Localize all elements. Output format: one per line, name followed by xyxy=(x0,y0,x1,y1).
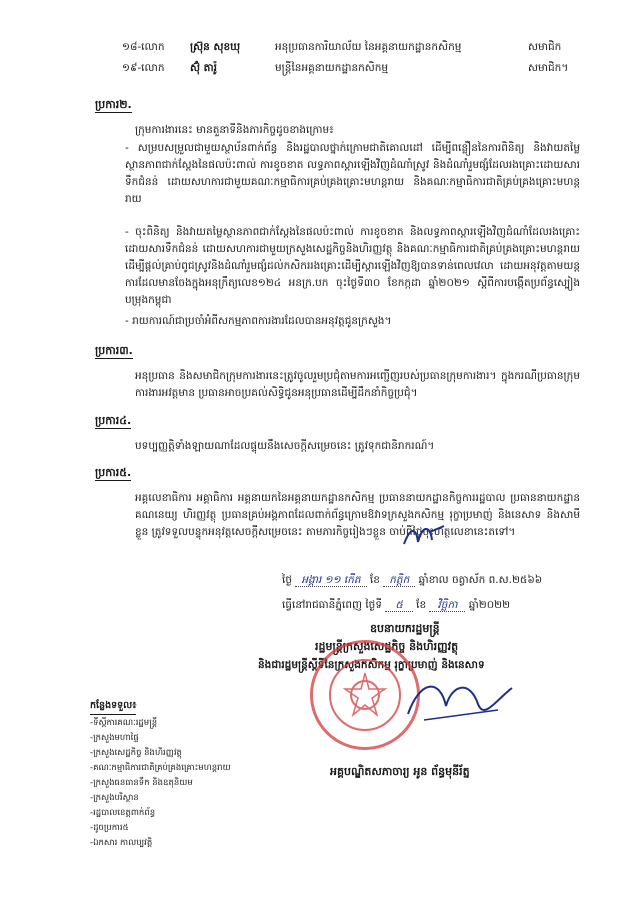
article-3-text: អនុប្រធាន និងសមាជិកក្រុមការងារនេះត្រូវចូលរួមប្រជុំតាមការអញ្ជើញរបស់ប្រធានក្រុមការងារ។ ក្នុងករណីប្រធានក្រុមការងារអវត្តមាន ប្រធានអាចប្រគល់សិទ្ធិជូនអនុប្រធានដើម្បីដឹកនាំកិច្ចប្រជុំ។ xyxy=(135,370,580,399)
solar-month-handwritten: វិច្ឆិកា xyxy=(429,599,465,612)
article-2-bullet: - សម្របសម្រួលជាមួយស្ថាប័នពាក់ព័ន្ធ និងរដ្ឋបាលថ្នាក់ក្រោមជាតិគោលដៅ ដើម្បីពន្លឿននៃការពិនិត្យ និងវាយតម្លៃស្ថានភាពជាក់ស្តែងនៃផលប៉ះពាល់ ការខូចខាត លទ្ធភាពស្តារឡើងវិញដំណាំស្រូវ និងដំណាំរួមផ្សំដែលរងគ្រោះដោយសារទឹកជំនន់ ដោយសហការជាមួយគណៈកម្មាធិការគ្រប់គ្រងគ្រោះមហន្តរាយ និងគណៈកម្មាធិការជាតិគ្រប់គ្រងគ្រោះមហន្តរាយ xyxy=(125,142,580,205)
signatory-ministry: រដ្ឋមន្ត្រីក្រសួងសេដ្ឋកិច្ច និងហិរញ្ញវត្ថុ xyxy=(315,640,459,653)
recipient-item: -ទីស្តីការគណៈរដ្ឋមន្ត្រី xyxy=(90,718,158,728)
article-5-heading: ប្រការ៥. xyxy=(95,466,132,479)
member-role: មន្ត្រីនៃអគ្គនាយកដ្ឋានកសិកម្ម xyxy=(275,62,389,74)
article-4-heading: ប្រការ៤. xyxy=(95,414,132,427)
article-3-heading: ប្រការ៣. xyxy=(95,344,133,357)
article-2-bullet: - ចុះពិនិត្យ និងវាយតម្លៃស្ថានភាពជាក់ស្តែងនៃផលប៉ះពាល់ ការខូចខាត និងលទ្ធភាពស្តារឡើងវិញដំណាំដែលរងគ្រោះដោយសារទឹកជំនន់ ដោយសហការជាមួយក្រសួងសេដ្ឋកិច្ចនិងហិរញ្ញវត្ថុ និងគណៈកម្មាធិការជាតិគ្រប់គ្រងគ្រោះមហន្តរាយ ដើម្បីផ្តល់គ្រាប់ពូជស្រូវនិងដំណាំរួមផ្សំដល់កសិកររងគ្រោះដើម្បីស្តារឡើងវិញឱ្យបានទាន់ពេលវេលា ដោយអនុវត្តតាមយន្តការដែលមានចែងក្នុងអនុក្រឹត្យលេខ១២៤ អនក្រ.បក ចុះថ្ងៃទី៣០ ខែកក្កដា ឆ្នាំ២០២១ ស្តីពីការបង្កើតប្រព័ន្ធស្បៀងបម្រុងកម្ពុជា xyxy=(125,226,580,306)
recipient-item: -ក្រសួងសេដ្ឋកិច្ច និងហិរញ្ញវត្ថុ xyxy=(90,748,182,758)
member-name: ស៊ុំ តារ៉ូ xyxy=(190,62,217,74)
member-number: ១៩-លោក xyxy=(122,62,165,74)
solar-date-line: ធ្វើនៅរាជធានីភ្នំពេញ ថ្ងៃទី ៥ ខែ វិច្ឆិកា ឆ្នាំ២០២២ xyxy=(282,599,511,611)
member-number: ១៨-លោក xyxy=(122,41,165,53)
signatory-title: ឧបនាយករដ្ឋមន្ត្រី xyxy=(370,622,440,635)
recipient-item: -ក្រសួងធនធានទឹក និងឧតុនិយម xyxy=(90,778,193,788)
recipient-item: -ដូចប្រការ៥ xyxy=(90,823,129,833)
recipient-item: -ឯកសារ កាលប្បវត្តិ xyxy=(90,838,153,848)
article-5-text: អគ្គលេខាធិការ អគ្គាធិការ អគ្គនាយកនៃអគ្គនាយកដ្ឋានកសិកម្ម ប្រធាននាយកដ្ឋានកិច្ចការរដ្ឋបាល ប្រធាននាយកដ្ឋានគណនេយ្យ ហិរញ្ញវត្ថុ ប្រធានគ្រប់អង្គភាពដែលពាក់ព័ន្ធក្រោមឱវាទក្រសួងកសិកម្ម រុក្ខាប្រមាញ់ និងនេសាទ និងសាមីខ្លួន ត្រូវទទួលបន្ទុកអនុវត្តសេចក្តីសម្រេចនេះ តាមភារកិច្ចរៀងៗខ្លួន ចាប់ពីថ្ងៃចុះហត្ថលេខានេះតទៅ។ xyxy=(135,492,580,538)
article-2-bullet: - រាយការណ៍ជាប្រចាំអំពីសកម្មភាពការងារដែលបានអនុវត្តជូនក្រសួង។ xyxy=(125,315,392,327)
recipient-item: -ក្រសួងមហាផ្ទៃ xyxy=(90,733,139,743)
article-2-heading: ប្រការ២. xyxy=(95,98,132,111)
member-status: សមាជិក xyxy=(528,41,562,53)
article-2-intro: ក្រុមការងារនេះ មានតួនាទីនិងភារកិច្ចដូចខាងក្រោម៖ xyxy=(135,124,334,136)
recipient-item: -ក្រសួងបរិស្ថាន xyxy=(90,793,139,803)
lunar-date-line: ថ្ងៃ អង្គារ ១១ កើត ខែ កត្តិក ឆ្នាំខាល ចត្វាស័ក ព.ស.២៥៦៦ xyxy=(282,574,543,586)
lunar-day-handwritten: អង្គារ ១១ កើត xyxy=(295,574,366,587)
member-name: ស្រ៊ុន សុខឃុ xyxy=(190,41,241,53)
signatory-name: អគ្គបណ្ឌិតសភាចារ្យ អូន ព័ន្ធមុនីរ័ត្ន xyxy=(330,765,470,778)
recipient-item: -គណៈកម្មាធិការជាតិគ្រប់គ្រងគ្រោះមហន្តរាយ xyxy=(90,763,231,773)
initials-mark xyxy=(400,522,460,548)
member-status: សមាជិក។ xyxy=(528,62,569,74)
signature xyxy=(400,670,520,730)
signatory-acting-ministry: និងជារដ្ឋមន្ត្រីស្តីទីនៃក្រសួងកសិកម្ម រុក្ខាប្រមាញ់ និងនេសាទ xyxy=(258,659,485,671)
lunar-month-handwritten: កត្តិក xyxy=(383,574,415,587)
member-role: អនុប្រធានការិយាល័យ នៃអគ្គនាយកដ្ឋានកសិកម្ម xyxy=(275,41,462,53)
recipient-item: -រដ្ឋបាលខេត្តពាក់ព័ន្ធ xyxy=(90,808,156,818)
solar-day-handwritten: ៥ xyxy=(385,599,412,612)
article-4-text: បទប្បញ្ញត្តិទាំងឡាយណាដែលផ្ទុយនឹងសេចក្តីសម្រេចនេះ ត្រូវទុកជានិរាករណ៍។ xyxy=(135,440,435,452)
recipients-title: កន្លែងទទួល៖ xyxy=(90,700,136,715)
